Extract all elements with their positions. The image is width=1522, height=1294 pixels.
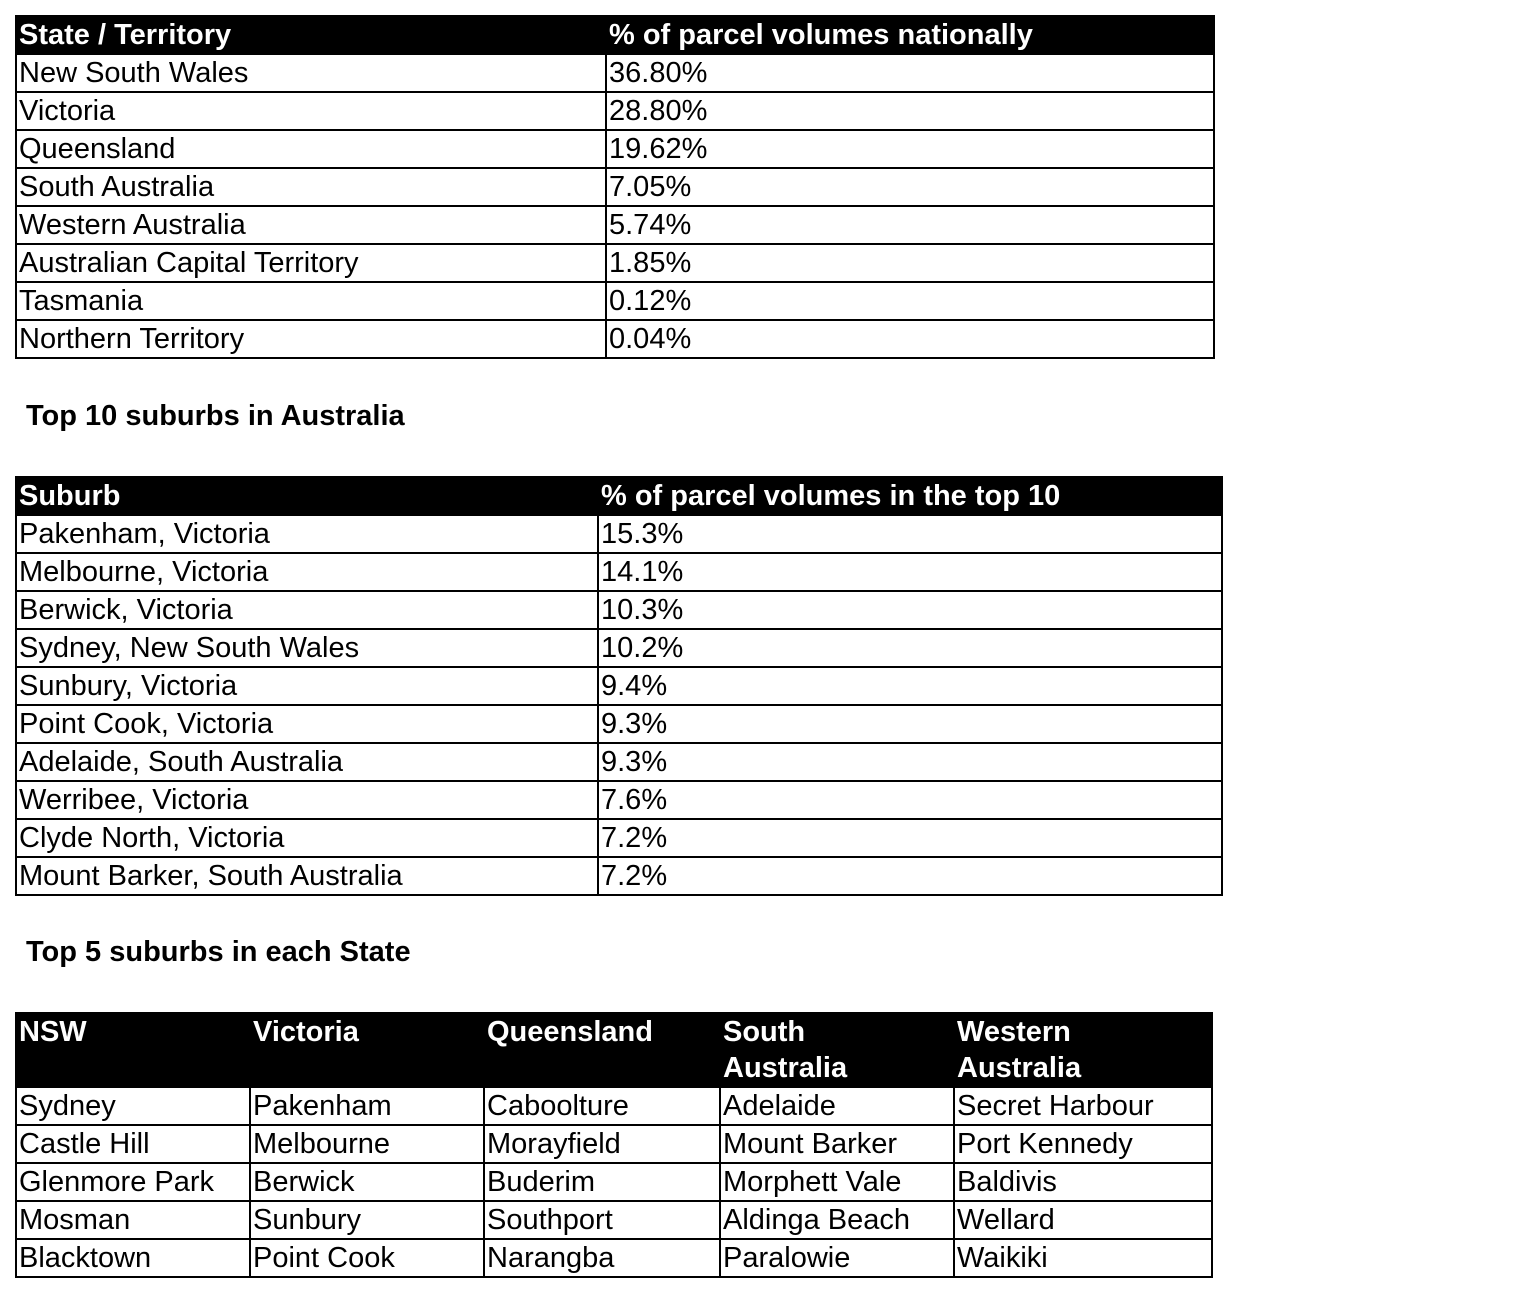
column-header-western-australia: Western Australia <box>954 1013 1212 1087</box>
suburb-cell: Berwick <box>250 1163 484 1201</box>
state-cell: New South Wales <box>16 54 606 92</box>
table-row <box>16 819 1222 857</box>
table-row <box>16 320 1214 358</box>
state-cell: Queensland <box>16 130 606 168</box>
suburb-cell: Mount Barker <box>720 1125 954 1163</box>
percent-cell: 10.3% <box>598 591 1222 629</box>
top5-heading: Top 5 suburbs in each State <box>26 936 411 968</box>
suburb-cell: Secret Harbour <box>954 1087 1212 1125</box>
percent-cell: 1.85% <box>606 244 1214 282</box>
table-row <box>16 54 1214 92</box>
suburb-cell: Aldinga Beach <box>720 1201 954 1239</box>
column-header-suburb: Suburb <box>16 477 598 515</box>
table-row <box>16 130 1214 168</box>
suburb-cell: Mosman <box>16 1201 250 1239</box>
percent-cell: 0.12% <box>606 282 1214 320</box>
percent-cell: 36.80% <box>606 54 1214 92</box>
table-row <box>16 92 1214 130</box>
top10-suburbs-table <box>15 476 1223 896</box>
table-row <box>16 515 1222 553</box>
percent-cell: 19.62% <box>606 130 1214 168</box>
column-header-victoria: Victoria <box>250 1013 484 1087</box>
suburb-cell: Sydney <box>16 1087 250 1125</box>
percent-cell: 10.2% <box>598 629 1222 667</box>
suburb-cell: Sunbury <box>250 1201 484 1239</box>
top5-by-state-table <box>15 1012 1213 1278</box>
percent-cell: 0.04% <box>606 320 1214 358</box>
table-row <box>16 1239 1212 1277</box>
top10-heading: Top 10 suburbs in Australia <box>26 400 405 432</box>
suburb-cell: Port Kennedy <box>954 1125 1212 1163</box>
state-cell: Victoria <box>16 92 606 130</box>
state-cell: Tasmania <box>16 282 606 320</box>
suburb-cell: Melbourne <box>250 1125 484 1163</box>
suburb-cell: Glenmore Park <box>16 1163 250 1201</box>
suburb-cell: Caboolture <box>484 1087 720 1125</box>
percent-cell: 9.4% <box>598 667 1222 705</box>
state-cell: South Australia <box>16 168 606 206</box>
percent-cell: 7.2% <box>598 857 1222 895</box>
suburb-cell: Sunbury, Victoria <box>16 667 598 705</box>
column-header-south-australia: South Australia <box>720 1013 954 1087</box>
suburb-cell: Point Cook <box>250 1239 484 1277</box>
table-row <box>16 244 1214 282</box>
table-header-row <box>16 477 1222 515</box>
state-cell: Western Australia <box>16 206 606 244</box>
column-header-nsw: NSW <box>16 1013 250 1087</box>
suburb-cell: Blacktown <box>16 1239 250 1277</box>
table-row <box>16 667 1222 705</box>
table-header-row <box>16 1013 1212 1087</box>
percent-cell: 7.05% <box>606 168 1214 206</box>
state-cell: Australian Capital Territory <box>16 244 606 282</box>
table-row <box>16 1163 1212 1201</box>
percent-cell: 5.74% <box>606 206 1214 244</box>
states-table <box>15 15 1215 359</box>
table-row <box>16 705 1222 743</box>
suburb-cell: Wellard <box>954 1201 1212 1239</box>
column-header-percent: % of parcel volumes in the top 10 <box>598 477 1222 515</box>
table-row <box>16 1087 1212 1125</box>
suburb-cell: Pakenham, Victoria <box>16 515 598 553</box>
suburb-cell: Buderim <box>484 1163 720 1201</box>
percent-cell: 15.3% <box>598 515 1222 553</box>
suburb-cell: Adelaide, South Australia <box>16 743 598 781</box>
table-row <box>16 781 1222 819</box>
suburb-cell: Sydney, New South Wales <box>16 629 598 667</box>
table-row <box>16 206 1214 244</box>
suburb-cell: Werribee, Victoria <box>16 781 598 819</box>
percent-cell: 7.6% <box>598 781 1222 819</box>
suburb-cell: Berwick, Victoria <box>16 591 598 629</box>
percent-cell: 9.3% <box>598 743 1222 781</box>
column-header-queensland: Queensland <box>484 1013 720 1087</box>
percent-cell: 28.80% <box>606 92 1214 130</box>
table-row <box>16 282 1214 320</box>
table-row <box>16 1125 1212 1163</box>
column-header-state: State / Territory <box>16 16 606 54</box>
suburb-cell: Adelaide <box>720 1087 954 1125</box>
table-row <box>16 168 1214 206</box>
table-row <box>16 1201 1212 1239</box>
suburb-cell: Melbourne, Victoria <box>16 553 598 591</box>
suburb-cell: Narangba <box>484 1239 720 1277</box>
table-row <box>16 553 1222 591</box>
suburb-cell: Pakenham <box>250 1087 484 1125</box>
suburb-cell: Point Cook, Victoria <box>16 705 598 743</box>
suburb-cell: Castle Hill <box>16 1125 250 1163</box>
table-row <box>16 591 1222 629</box>
table-row <box>16 629 1222 667</box>
column-header-percent: % of parcel volumes nationally <box>606 16 1214 54</box>
state-cell: Northern Territory <box>16 320 606 358</box>
percent-cell: 9.3% <box>598 705 1222 743</box>
suburb-cell: Clyde North, Victoria <box>16 819 598 857</box>
suburb-cell: Morphett Vale <box>720 1163 954 1201</box>
table-row <box>16 857 1222 895</box>
suburb-cell: Paralowie <box>720 1239 954 1277</box>
suburb-cell: Baldivis <box>954 1163 1212 1201</box>
table-row <box>16 743 1222 781</box>
percent-cell: 14.1% <box>598 553 1222 591</box>
suburb-cell: Waikiki <box>954 1239 1212 1277</box>
suburb-cell: Mount Barker, South Australia <box>16 857 598 895</box>
suburb-cell: Morayfield <box>484 1125 720 1163</box>
percent-cell: 7.2% <box>598 819 1222 857</box>
suburb-cell: Southport <box>484 1201 720 1239</box>
table-header-row <box>16 16 1214 54</box>
